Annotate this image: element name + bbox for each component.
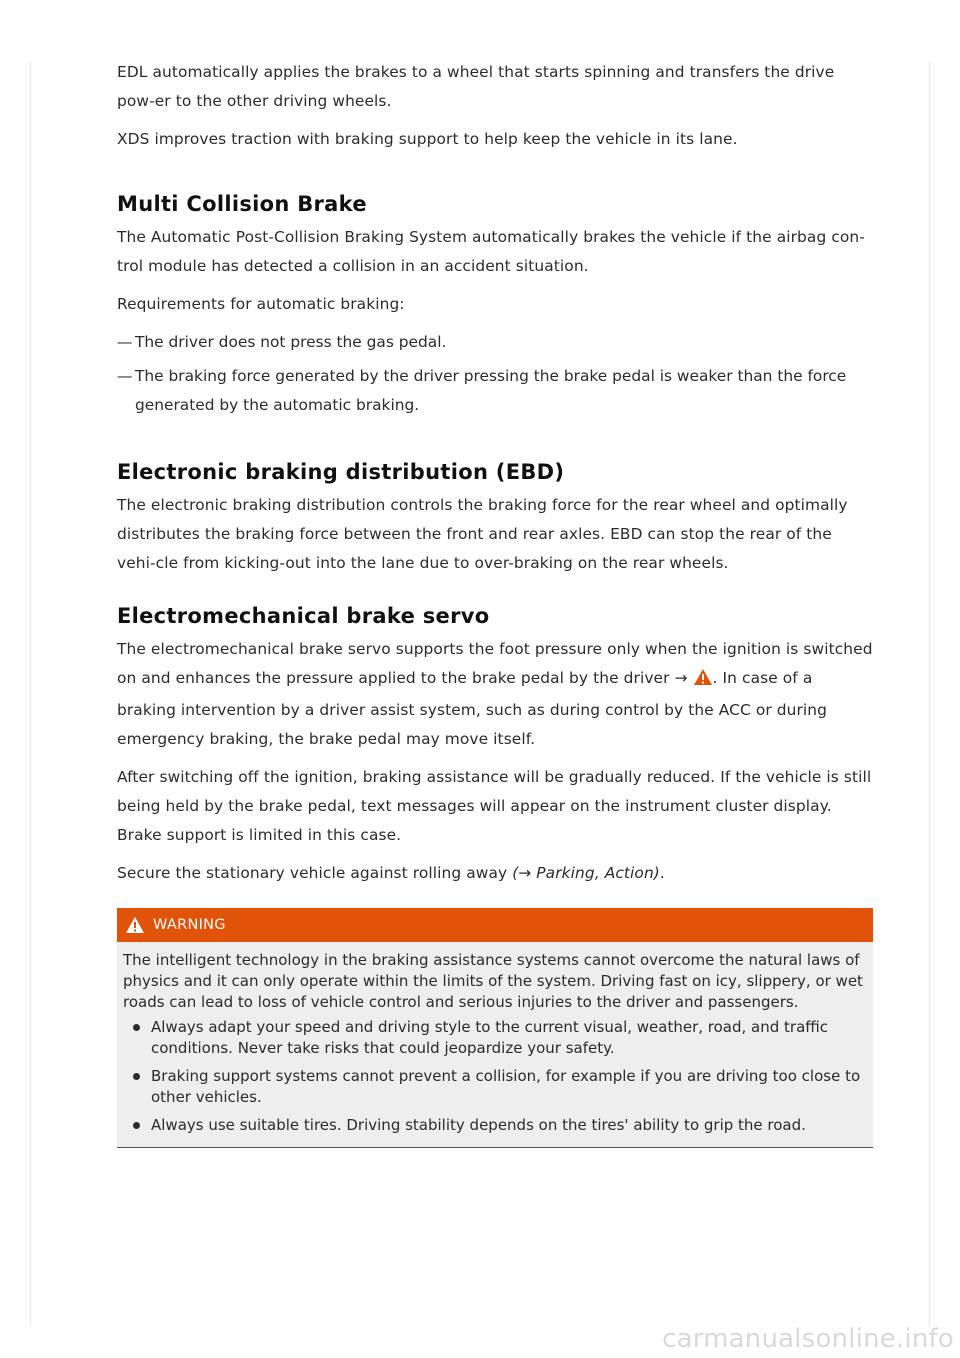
warning-bullet-text: Always adapt your speed and driving style to the current visual, weather, road, and traffic conditions. Never take risks that could jeopardize your safety. bbox=[151, 1018, 829, 1057]
edl-paragraph: EDL automatically applies the brakes to a wheel that starts spinning and transfers the drive pow-er to the other driving wheels. bbox=[117, 63, 835, 110]
requirement-text: The braking force generated by the driver pressing the brake pedal is weaker than the force generated by the automatic braking. bbox=[135, 367, 847, 414]
parking-action-link[interactable]: (→ Parking, Action) bbox=[512, 864, 660, 882]
bullet-dot bbox=[133, 1024, 140, 1031]
servo-paragraph-3 bbox=[117, 859, 873, 888]
servo-text-d: . bbox=[659, 864, 665, 882]
warning-body bbox=[117, 942, 873, 1148]
warning-bullet-text: Braking support systems cannot prevent a collision, for example if you are driving too close to other vehicles. bbox=[151, 1067, 861, 1106]
requirement-text: The driver does not press the gas pedal. bbox=[135, 333, 447, 351]
dash-bullet: — bbox=[117, 333, 133, 351]
warning-label: WARNING bbox=[153, 917, 226, 933]
ebd-paragraph: The electronic braking distribution controls the braking force for the rear wheel and optimally distributes the braking force between the front and rear axles. EBD can stop the rear of the vehi-cle from kicking-out into the lane due to over-braking on the rear wheels. bbox=[117, 496, 848, 572]
bullet-dot bbox=[133, 1122, 140, 1129]
servo-paragraph-1 bbox=[117, 635, 873, 754]
warning-header bbox=[117, 908, 873, 942]
requirement-item bbox=[117, 362, 873, 420]
warning-bullet bbox=[127, 1017, 867, 1059]
servo-heading: Electromechanical brake servo bbox=[117, 604, 490, 628]
warning-text: The intelligent technology in the braking assistance systems cannot overcome the natural laws of physics and it can only operate within the limits of the system. Driving fast on icy, slippery, or wet roads can lead to loss of vehicle control and serious injuries to the driver and passengers. bbox=[123, 951, 863, 1011]
watermark: carmanualsonline.info bbox=[662, 1324, 954, 1354]
page-margin-line-right bbox=[929, 62, 930, 1327]
multi-collision-heading: Multi Collision Brake bbox=[117, 192, 367, 216]
servo-paragraph-2: After switching off the ignition, braking assistance will be gradually reduced. If the vehicle is still being held by the brake pedal, text messages will appear on the instrument cluster display. Brake support is limited in this case. bbox=[117, 768, 872, 844]
ebd-heading: Electronic braking distribution (EBD) bbox=[117, 460, 565, 484]
xds-paragraph: XDS improves traction with braking support to help keep the vehicle in its lane. bbox=[117, 130, 738, 148]
warning-bullet-text: Always use suitable tires. Driving stability depends on the tires' ability to grip the road. bbox=[151, 1116, 806, 1134]
requirements-label: Requirements for automatic braking: bbox=[117, 295, 405, 313]
servo-text-b: . In case of a braking intervention by a driver assist system, such as during control by the ACC or during emergency braking, the brake pedal may move itself. bbox=[117, 669, 828, 748]
requirement-item bbox=[117, 328, 873, 357]
manual-page bbox=[117, 58, 873, 1148]
page-margin-line-left bbox=[30, 62, 31, 1327]
servo-text-c: Secure the stationary vehicle against rolling away bbox=[117, 864, 508, 882]
multi-collision-paragraph: The Automatic Post-Collision Braking System automatically brakes the vehicle if the airbag con-trol module has detected a collision in an accident situation. bbox=[117, 228, 865, 275]
warning-bullet bbox=[127, 1066, 867, 1108]
bullet-dot bbox=[133, 1073, 140, 1080]
warning-triangle-icon[interactable] bbox=[693, 667, 713, 696]
dash-bullet: — bbox=[117, 367, 133, 385]
arrow-right-icon: → bbox=[674, 669, 688, 687]
warning-bullet bbox=[127, 1115, 867, 1136]
warning-triangle-icon bbox=[125, 916, 145, 934]
servo-text-a: The electromechanical brake servo supports the foot pressure only when the ignition is switched on and enhances the pressure applied to the brake pedal by the driver bbox=[117, 640, 873, 687]
